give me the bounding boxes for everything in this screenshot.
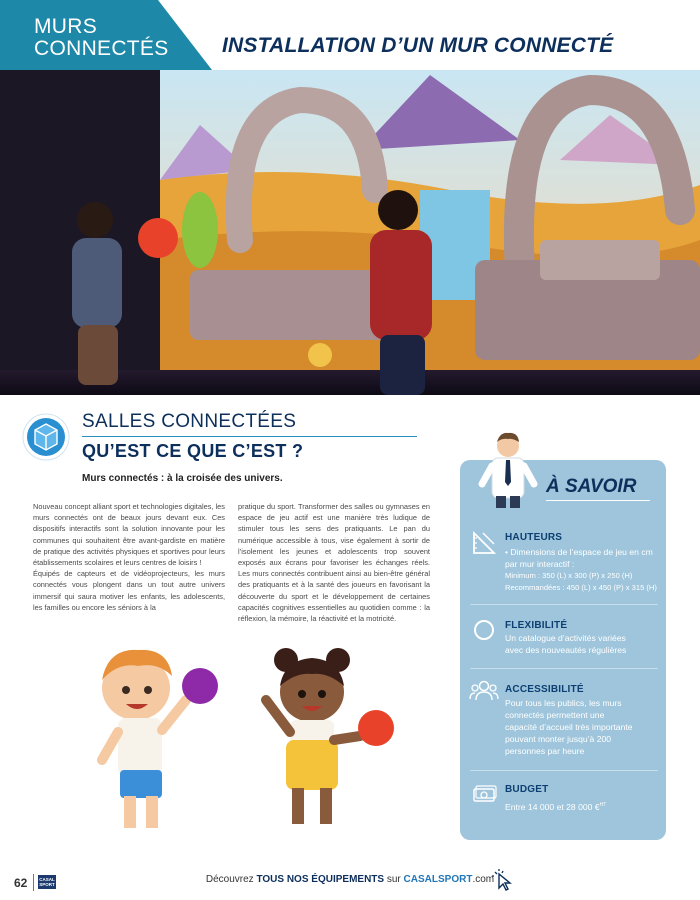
- hauteurs-heading: HAUTEURS: [505, 532, 563, 543]
- section-subtitle: QU’EST CE QUE C’EST ?: [82, 441, 304, 461]
- flexibilite-line: avec des nouveautés régulières: [505, 645, 627, 655]
- circle-icon: [471, 617, 497, 643]
- cube-icon: [22, 413, 70, 461]
- budget-text: [505, 799, 606, 813]
- body-paragraph: pratique du sport. Transformer des salles ou gymnases en espace de jeu actif est une manière très ludique de stimuler tous les sens des pratiquants. Le pan du numérique accessible à tous, vise également à sortir de l’isolement les jeunes et adolescents trop souvent exposés aux écrans pour favoriser les échanges réels. Les murs connectés contribuent ainsi au bien-être général des pratiquants et à la santé des joueurs en favorisant la découverte du sport et le développement de certaines capacités cognitives essentielles au quotidien comme : la réflexion, la mémoire, la réactivité et la motricité.: [238, 502, 430, 624]
- hauteurs-line: Recommandées : 450 (L) x 450 (P) x 315 (H): [505, 583, 657, 592]
- footer-bold: TOUS NOS ÉQUIPEMENTS: [256, 874, 385, 885]
- page-number: 62: [14, 876, 28, 890]
- footer-suffix: .com: [472, 874, 495, 885]
- footer-prefix: Découvrez: [205, 874, 257, 885]
- savoir-title-rule: [546, 500, 650, 501]
- accessibilite-line: capacité d’accueil très importante: [505, 722, 633, 732]
- hauteurs-line: par mur interactif :: [505, 559, 575, 569]
- section-divider: [82, 436, 417, 437]
- budget-ht: HT: [599, 802, 607, 808]
- accessibilite-line: pouvant monter jusqu’à 200: [505, 734, 612, 744]
- accessibilite-line: personnes par heure: [505, 746, 585, 756]
- hauteurs-text: [505, 546, 657, 594]
- hauteurs-line: • Dimensions de l’espace de jeu en cm: [505, 547, 653, 557]
- savoir-title: À SAVOIR: [546, 476, 637, 497]
- section-lead: Murs connectés : à la croisée des univers.: [82, 473, 283, 484]
- hauteurs-line: Minimum : 350 (L) x 300 (P) x 250 (H): [505, 571, 633, 580]
- body-column-2: [238, 501, 430, 624]
- body-paragraph: Nouveau concept alliant sport et technologies digitales, les murs connectés ont de beaux jours devant eux. Ces dispositifs interactifs sont la solution innovante pour les communes qui souhaitent être avant-gardiste en matière de pratique des activités physiques et sportives pour leurs établissements scolaires et leurs centres de loisirs !: [33, 502, 225, 568]
- footer-cta[interactable]: [0, 874, 700, 885]
- savoir-separator: [470, 668, 658, 669]
- section-tab-label: [34, 16, 169, 60]
- logo-line: SPORT: [39, 882, 55, 887]
- flexibilite-line: Un catalogue d’activités variées: [505, 633, 626, 643]
- budget-amount: Entre 14 000 et 28 000 €: [505, 801, 600, 812]
- accessibilite-text: [505, 697, 633, 757]
- flexibilite-heading: FLEXIBILITÉ: [505, 620, 568, 631]
- body-paragraph: Équipés de capteurs et de vidéoprojecteurs, les murs connectés vous plongent dans un tout autre univers immersif qui saura motiver les enfants, les adolescents, les familles ou encore les séniors à la: [33, 569, 225, 612]
- budget-line: [505, 799, 606, 813]
- businessman-illustration: [478, 430, 538, 510]
- section-tab: [0, 0, 212, 70]
- section-title: SALLES CONNECTÉES: [82, 411, 297, 432]
- budget-heading: BUDGET: [505, 784, 549, 795]
- kids-illustration: [88, 640, 408, 840]
- logo-line: CASAL: [39, 877, 55, 882]
- cursor-click-icon: [491, 868, 515, 892]
- accessibilite-line: connectés permettent une: [505, 710, 605, 720]
- section-tab-line2: CONNECTÉS: [34, 37, 169, 60]
- accessibilite-heading: ACCESSIBILITÉ: [505, 684, 584, 695]
- page-title: INSTALLATION D’UN MUR CONNECTÉ: [222, 34, 614, 57]
- accessibilite-line: Pour tous les publics, les murs: [505, 698, 622, 708]
- people-icon: [469, 678, 499, 704]
- savoir-separator: [470, 770, 658, 771]
- footer-mid: sur: [384, 874, 404, 885]
- footer-brand-link[interactable]: CASALSPORT: [403, 874, 473, 885]
- ruler-icon: [471, 530, 497, 556]
- section-tab-line1: MURS: [34, 15, 98, 38]
- body-column-1: [33, 501, 225, 613]
- hero-image: [0, 70, 700, 395]
- savoir-separator: [470, 604, 658, 605]
- flexibilite-text: [505, 632, 626, 656]
- banknote-icon: [471, 781, 497, 807]
